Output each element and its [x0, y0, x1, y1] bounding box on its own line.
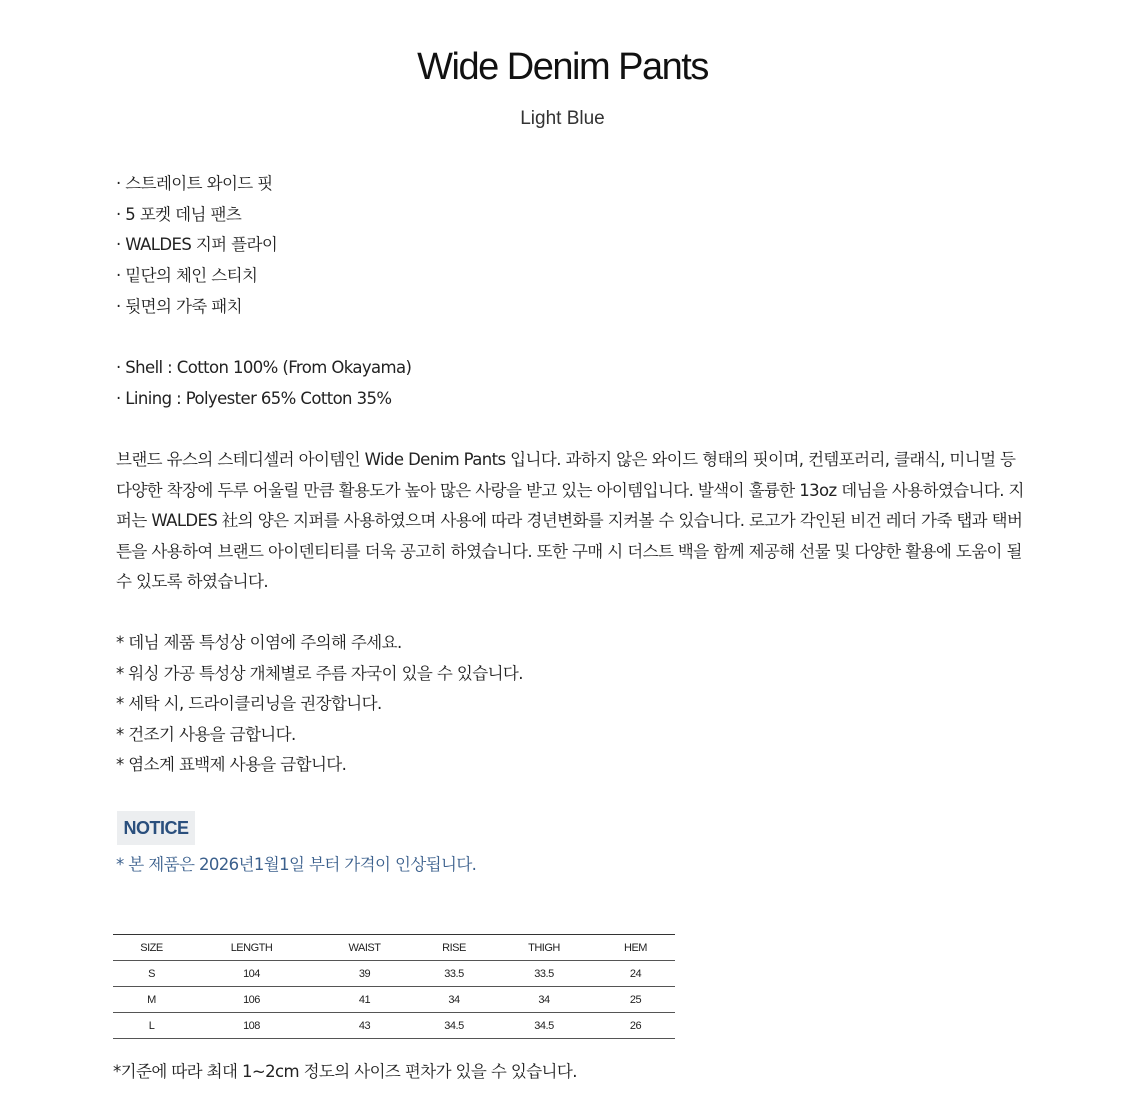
table-cell: M: [147, 993, 156, 1006]
caution-item: * 세탁 시, 드라이클리닝을 권장합니다.: [116, 694, 382, 714]
size-table-header: SIZE: [140, 941, 163, 954]
feature-list: [116, 169, 277, 322]
size-table: [113, 934, 675, 1039]
table-cell: 26: [629, 1019, 642, 1032]
size-table-header: LENGTH: [230, 941, 273, 954]
table-cell: 106: [243, 993, 260, 1006]
description-line: 브랜드 유스의 스테디셀러 아이템인 Wide Denim Pants 입니다. 과하지 않은 와이드 형태의 핏이며, 컨템포러리, 클래식, 미니멀 등: [116, 450, 1016, 469]
caution-item: * 염소계 표백제 사용을 금합니다.: [116, 755, 347, 775]
table-cell: 43: [358, 1019, 371, 1032]
caution-item: * 워싱 가공 특성상 개체별로 주름 자국이 있을 수 있습니다.: [116, 663, 523, 683]
feature-item: · 뒷면의 가죽 패치: [116, 296, 242, 316]
description-line: 퍼는 WALDES 社의 양은 지퍼를 사용하였으며 사용에 따라 경년변화를 지켜볼 수 있습니다. 로고가 각인된 비건 레더 가죽 탭과 택버: [116, 511, 1023, 530]
size-table-header: WAIST: [348, 941, 381, 954]
size-table-header: HEM: [624, 941, 647, 954]
product-description: [116, 445, 1024, 598]
table-cell: 104: [243, 967, 260, 980]
table-cell: 33.5: [534, 967, 554, 980]
table-cell: 41: [358, 993, 371, 1006]
material-list: [116, 353, 411, 414]
description-line: 튼을 사용하여 브랜드 아이덴티티를 더욱 공고히 하였습니다. 또한 구매 시 더스트 백을 함께 제공해 선물 및 다양한 활용에 도움이 될: [116, 541, 1022, 561]
table-cell: 39: [358, 967, 371, 980]
table-row: [113, 987, 675, 1013]
table-cell: 33.5: [444, 967, 464, 980]
table-cell: 24: [629, 967, 642, 980]
material-item: · Shell : Cotton 100% (From Okayama): [116, 358, 412, 377]
notice-text: * 본 제품은 2026년1월1일 부터 가격이 인상됩니다.: [116, 855, 477, 874]
table-cell: 108: [243, 1019, 260, 1032]
description-line: 수 있도록 하였습니다.: [116, 572, 268, 591]
table-cell: 34.5: [444, 1019, 464, 1032]
table-row: [113, 1013, 675, 1039]
care-cautions: [116, 628, 523, 781]
feature-item: · 5 포켓 데님 팬츠: [116, 204, 242, 224]
product-color: Light Blue: [520, 108, 605, 129]
table-cell: S: [148, 967, 155, 980]
size-table-header: RISE: [442, 941, 466, 954]
size-table-header: THIGH: [528, 941, 560, 954]
notice-badge: NOTICE: [117, 811, 195, 845]
material-item: · Lining : Polyester 65% Cotton 35%: [116, 388, 392, 408]
table-row: [113, 961, 675, 987]
size-table-header-row: [113, 935, 675, 961]
feature-item: · 밑단의 체인 스티치: [116, 266, 258, 286]
table-cell: L: [148, 1019, 155, 1032]
feature-item: · 스트레이트 와이드 핏: [116, 174, 273, 193]
table-cell: 25: [629, 993, 642, 1006]
caution-item: * 건조기 사용을 금합니다.: [116, 724, 296, 744]
table-cell: 34.5: [534, 1019, 554, 1032]
table-cell: 34: [538, 993, 550, 1006]
product-title: Wide Denim Pants: [417, 46, 708, 88]
table-cell: 34: [448, 993, 460, 1006]
size-footnote: *기준에 따라 최대 1~2cm 정도의 사이즈 편차가 있을 수 있습니다.: [113, 1062, 577, 1081]
description-line: 다양한 착장에 두루 어울릴 만큼 활용도가 높아 많은 사랑을 받고 있는 아이템입니다. 발색이 훌륭한 13oz 데님을 사용하였습니다. 지: [116, 480, 1024, 500]
caution-item: * 데님 제품 특성상 이염에 주의해 주세요.: [116, 633, 402, 652]
feature-item: · WALDES 지퍼 플라이: [116, 235, 278, 255]
